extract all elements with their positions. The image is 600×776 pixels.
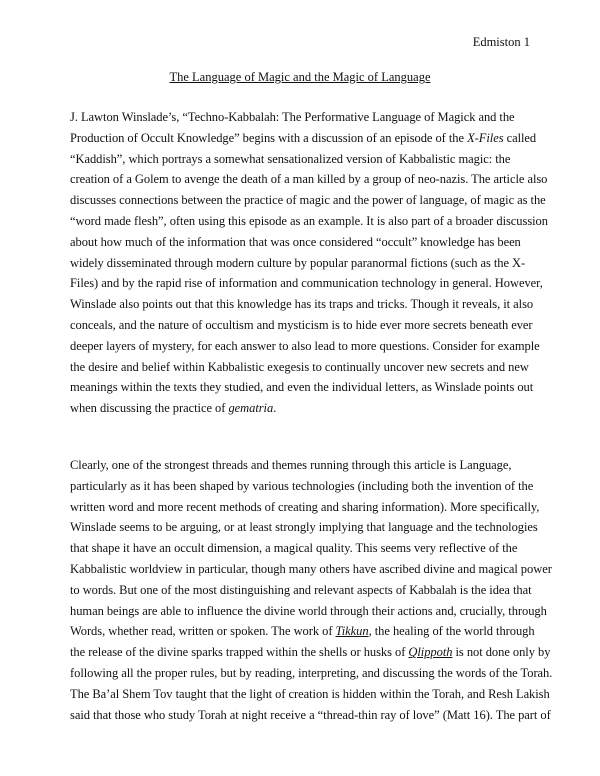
text-line: written word and more recent methods of creating and sharing information). More specifically, bbox=[70, 499, 540, 514]
underlined-term: Qlippoth bbox=[408, 645, 453, 660]
text-line: creation of a Golem to avenge the death of a man killed by a group of neo-nazis. The article also bbox=[70, 172, 548, 187]
text-line: that shape it have an occult dimension, a magical quality. This seems very reflective of the bbox=[70, 541, 518, 556]
paragraph-2 bbox=[70, 455, 553, 725]
text-line: Production of Occult Knowledge” begins with a discussion of an episode of the X-Files called bbox=[70, 130, 537, 145]
text-line: said that those who study Torah at night receive a “thread-thin ray of love” (Matt 16). The part of bbox=[70, 707, 551, 722]
text-line: when discussing the practice of gematria. bbox=[70, 401, 277, 416]
text-line: widely disseminated through modern culture by popular paranormal fictions (such as the X- bbox=[70, 255, 526, 270]
paragraph-1 bbox=[70, 107, 550, 419]
italic-term: X-Files bbox=[467, 130, 504, 145]
text-line: deeper layers of mystery, for each answer to also lead to more questions. Consider for example bbox=[70, 338, 540, 353]
text-line: Winslade seems to be arguing, or at least strongly implying that language and the technologies bbox=[70, 520, 538, 535]
text-line: J. Lawton Winslade’s, “Techno-Kabbalah: The Performative Language of Magick and the bbox=[70, 110, 515, 124]
text-line: the release of the divine sparks trapped within the shells or husks of Qlippoth is not done only by bbox=[70, 645, 551, 660]
underlined-term: Tikkun bbox=[335, 624, 369, 639]
page-title: The Language of Magic and the Magic of Language bbox=[169, 70, 431, 84]
text-line: Words, whether read, written or spoken. The work of Tikkun, the healing of the world through bbox=[70, 624, 535, 639]
text-line: about how much of the information that was once considered “occult” knowledge has been bbox=[70, 234, 521, 249]
text-line: human beings are able to influence the divine world through their actions and, crucially, through bbox=[70, 603, 547, 618]
text-line: Kabbalistic worldview in particular, though many others have ascribed divine and magical power bbox=[70, 561, 552, 576]
running-head: Edmiston 1 bbox=[472, 35, 530, 49]
text-line: to words. But one of the most distinguishing and relevant aspects of Kabbalah is the idea that bbox=[70, 582, 532, 597]
text-line: “word made flesh”, often using this episode as an example. It is also part of a broader discussion bbox=[70, 213, 548, 228]
text-line: following all the proper rules, but by reading, interpreting, and discussing the words of the Torah. bbox=[70, 665, 553, 680]
text-line: conceals, and the nature of occultism and mysticism is to hide ever more secrets beneath ever bbox=[70, 317, 533, 332]
text-line: The Ba’al Shem Tov taught that the light of creation is hidden within the Torah, and Resh Lakish bbox=[70, 686, 550, 701]
text-line: particularly as it has been shaped by various technologies (including both the invention of the bbox=[70, 478, 534, 493]
text-line: Clearly, one of the strongest threads and themes running through this article is Language, bbox=[70, 458, 512, 472]
text-line: the desire and belief within Kabbalistic exegesis to continually uncover new secrets and new bbox=[70, 359, 529, 374]
text-line: “Kaddish”, which portrays a somewhat sensationalized version of Kabbalistic magic: the bbox=[70, 151, 511, 166]
italic-term: gematria bbox=[228, 401, 274, 416]
text-line: discusses connections between the practice of magic and the power of language, of magic as the bbox=[70, 193, 546, 208]
text-line: Winslade also points out that this knowledge has its traps and tricks. Though it reveals, it also bbox=[70, 297, 534, 312]
text-line: meanings within the texts they studied, and even the individual letters, as Winslade points out bbox=[70, 380, 534, 395]
text-line: Files) and by the rapid rise of information and communication technology in general. However, bbox=[70, 276, 543, 291]
